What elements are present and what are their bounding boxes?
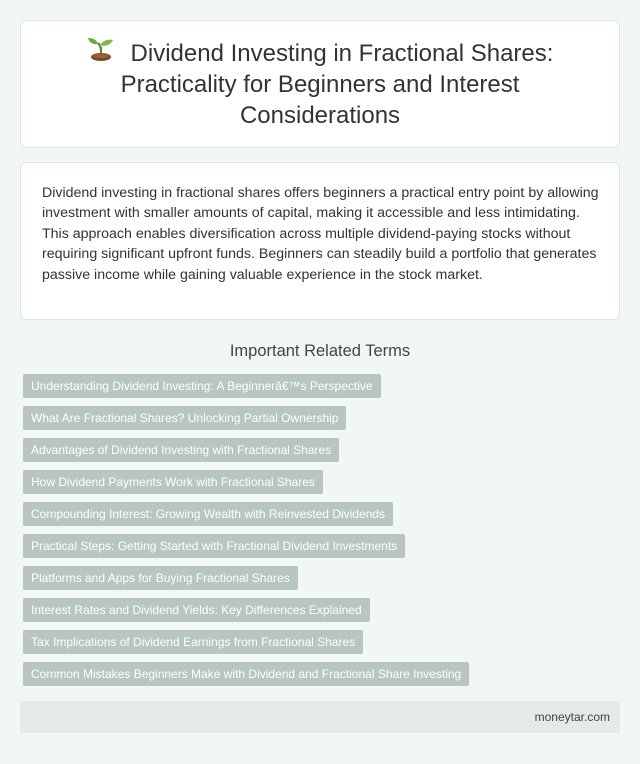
related-term-tag[interactable]: Advantages of Dividend Investing with Fractional Shares (23, 438, 339, 462)
related-term-tag[interactable]: Practical Steps: Getting Started with Fractional Dividend Investments (23, 534, 405, 558)
intro-card (20, 162, 620, 320)
footer-site-name[interactable]: moneytar.com (534, 710, 610, 724)
related-term-tag[interactable]: Common Mistakes Beginners Make with Dividend and Fractional Share Investing (23, 662, 469, 686)
related-term-tag[interactable]: Compounding Interest: Growing Wealth with Reinvested Dividends (23, 502, 393, 526)
title-card (20, 20, 620, 148)
page-title (45, 38, 595, 131)
related-term-tag[interactable]: Platforms and Apps for Buying Fractional Shares (23, 566, 298, 590)
related-term-tag[interactable]: How Dividend Payments Work with Fractional Shares (23, 470, 323, 494)
related-term-tag[interactable]: Understanding Dividend Investing: A Beginnerâ€™s Perspective (23, 374, 381, 398)
sprout-icon (87, 38, 117, 64)
related-term-tag[interactable]: Tax Implications of Dividend Earnings from Fractional Shares (23, 630, 363, 654)
intro-paragraph: Dividend investing in fractional shares offers beginners a practical entry point by allowing investment with smaller amounts of capital, making it accessible and less intimidating. This approach enables diversification across multiple dividend-paying stocks without requiring significant upfront funds. Beginners can steadily build a portfolio that generates passive income while gaining valuable experience in the stock market. (42, 185, 599, 283)
related-terms-heading: Important Related Terms (229, 342, 411, 360)
page-title-text: Dividend Investing in Fractional Shares: Practicality for Beginners and Interest Considerations (120, 39, 554, 129)
footer (20, 701, 620, 733)
related-term-tag[interactable]: Interest Rates and Dividend Yields: Key Differences Explained (23, 598, 370, 622)
related-terms-list (20, 374, 620, 694)
related-term-tag[interactable]: What Are Fractional Shares? Unlocking Partial Ownership (23, 406, 346, 430)
